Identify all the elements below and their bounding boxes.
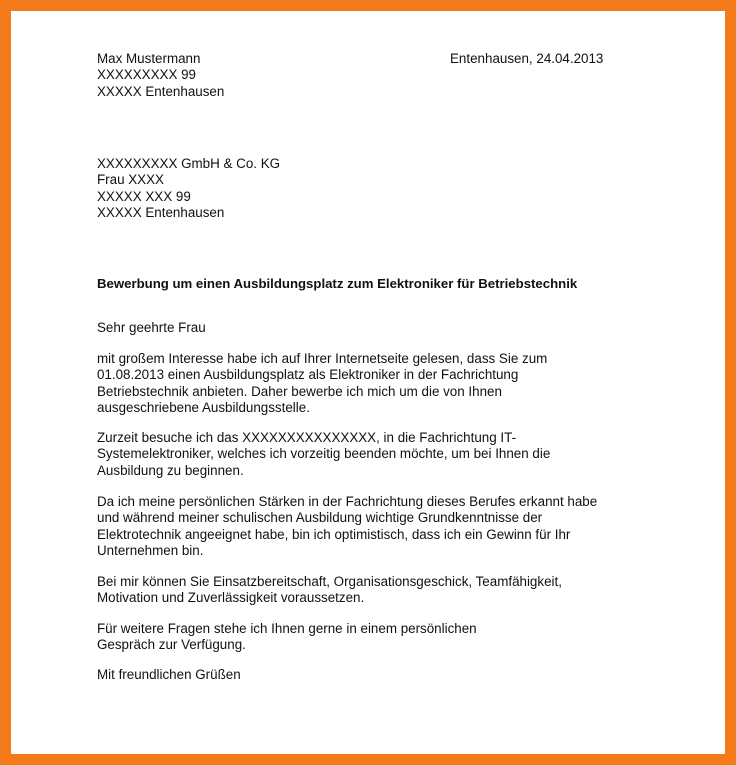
closing-greeting: Mit freundlichen Grüßen <box>97 667 241 682</box>
paragraph-qualities <box>97 574 562 607</box>
paragraph-current-school <box>97 430 550 479</box>
recipient-company: XXXXXXXXX GmbH & Co. KG <box>97 156 281 171</box>
salutation: Sehr geehrte Frau <box>97 320 206 335</box>
paragraph-line: Systemelektroniker, welches ich vorzeitig beenden möchte, um bei Ihnen die <box>97 446 551 462</box>
paragraph-line: 01.08.2013 einen Ausbildungsplatz als Elektroniker in der Fachrichtung <box>97 367 519 383</box>
paragraph-line: Motivation und Zuverlässigkeit voraussetzen. <box>97 590 365 606</box>
paragraph-line: Für weitere Fragen stehe ich Ihnen gerne in einem persönlichen <box>97 621 477 636</box>
paragraph-interview <box>97 621 477 654</box>
paragraph-line: Da ich meine persönlichen Stärken in der Fachrichtung dieses Berufes erkannt habe <box>97 494 598 509</box>
letter-subject: Bewerbung um einen Ausbildungsplatz zum Elektroniker für Betriebstechnik <box>97 276 578 291</box>
paragraph-line: Bei mir können Sie Einsatzbereitschaft, Organisationsgeschick, Teamfähigkeit, <box>97 574 562 589</box>
paragraph-application <box>97 351 547 417</box>
paragraph-line: ausgeschriebene Ausbildungsstelle. <box>97 400 310 416</box>
paragraph-strengths <box>97 494 597 560</box>
paragraph-line: Gespräch zur Verfügung. <box>97 637 246 653</box>
paragraph-line: Elektrotechnik angeeignet habe, bin ich optimistisch, dass ich ein Gewinn für Ihr <box>97 526 571 542</box>
paragraph-line: Zurzeit besuche ich das XXXXXXXXXXXXXXX, in die Fachrichtung IT- <box>97 430 517 445</box>
paragraph-line: mit großem Interesse habe ich auf Ihrer Internetseite gelesen, dass Sie zum <box>97 351 548 366</box>
sender-city: XXXXX Entenhausen <box>97 83 225 99</box>
recipient-address <box>97 156 280 222</box>
recipient-street: XXXXX XXX 99 <box>97 188 191 204</box>
paragraph-line: und während meiner schulischen Ausbildung wichtige Grundkenntnisse der <box>97 510 543 526</box>
sender-street: XXXXXXXXX 99 <box>97 67 196 83</box>
sender-name: Max Mustermann <box>97 51 201 66</box>
paragraph-line: Unternehmen bin. <box>97 543 204 559</box>
recipient-city: XXXXX Entenhausen <box>97 205 225 221</box>
paragraph-line: Ausbildung zu beginnen. <box>97 462 244 478</box>
place-and-date: Entenhausen, 24.04.2013 <box>450 51 604 66</box>
paragraph-line: Betriebstechnik anbieten. Daher bewerbe ich mich um die von Ihnen <box>97 383 502 399</box>
recipient-contact: Frau XXXX <box>97 172 164 188</box>
